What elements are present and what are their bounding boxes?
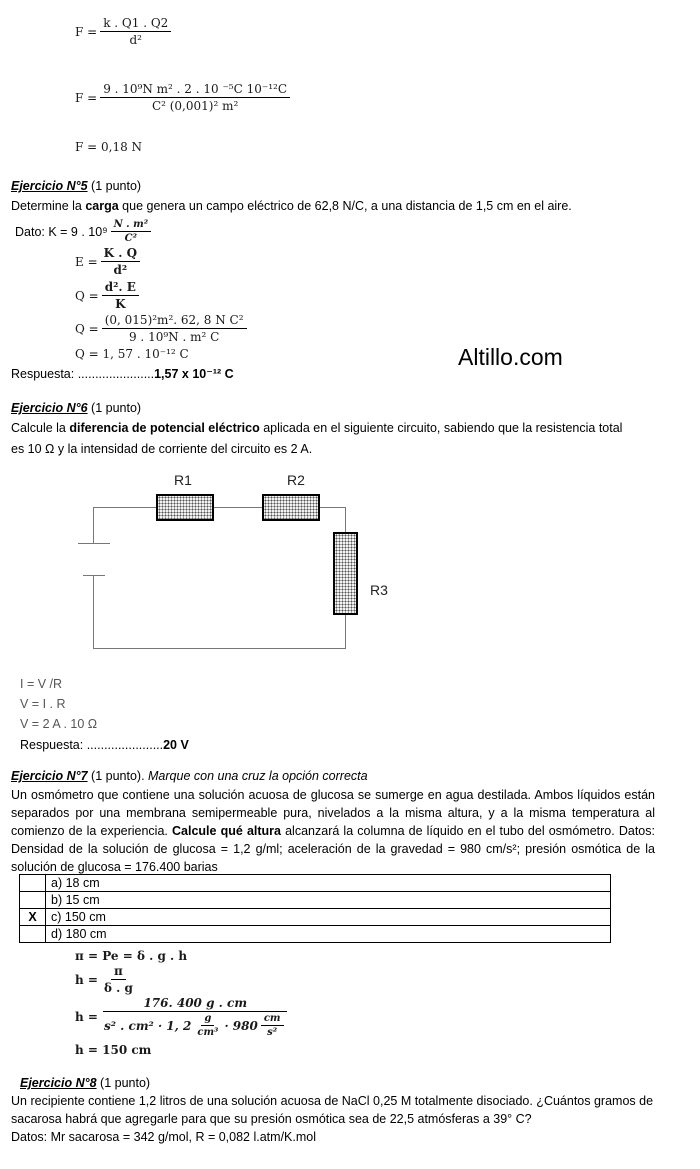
option-row[interactable] <box>20 926 611 943</box>
formula-fraction: $\frac{\text{(0, 015)²m². 62, 8 N C²}}{\text{9 . 10⁹N . m² C}}$ <box>102 313 247 344</box>
option-mark-cell[interactable]: X <box>20 909 46 926</box>
option-label: c) 150 cm <box>46 909 611 926</box>
exercise-8-line-1: Un recipiente contiene 1,2 litros de una solución acuosa de NaCl 0,25 M totalmente disociado. ¿Cuántos gramos de <box>11 1094 654 1108</box>
option-mark-cell[interactable] <box>20 926 46 943</box>
exercise-8-line-2: sacarosa habrá que agregarle para que su presión osmótica sea de 22,5 atmósferas a 39° C? <box>11 1112 532 1126</box>
watermark-logo: Altillo.com <box>458 344 563 370</box>
formula-q-result: Q = 1, 57 . 10⁻¹² C <box>75 347 189 361</box>
exercise-5-dato: Dato: K = 9 . 10⁹ $\frac{\text{N . m²}}{\text{C²}}$ <box>15 219 154 244</box>
option-mark-cell[interactable] <box>20 892 46 909</box>
formula-q-solve: Q = $\frac{\text{d². E}}{K}$ <box>75 280 142 311</box>
exercise-6-statement-line2: es 10 Ω y la intensidad de corriente del circuito es 2 A. <box>11 442 313 456</box>
formula-substitution: F = $\frac{\text{9 . 10⁹N m² . 2 . 10 ⁻⁵C 10⁻¹²C}}{\text{C² (0,001)² m²}}$ <box>75 82 293 113</box>
wire-bottom <box>93 648 346 649</box>
exercise-5-answer: Respuesta: ......................1,57 x 10⁻¹² C <box>11 367 234 381</box>
formula-h-substitution: h = 176. 400 g . cm s² . cm² · 1, 2 $\frac{g}{\text{cm³}}$ · 980 $\frac{cm}{\text{s²}}$ <box>75 996 293 1038</box>
label-r1: R1 <box>174 472 192 488</box>
formula-q-substitution: Q = $\frac{\text{(0, 015)²m². 62, 8 N C²}}{\text{9 . 10⁹N . m² C}}$ <box>75 313 250 344</box>
formula-coulomb: F = $\frac{k . Q1 . Q2}{\text{d²}}$ <box>75 16 174 47</box>
exercise-8-line-3: Datos: Mr sacarosa = 342 g/mol, R = 0,082 l.atm/K.mol <box>11 1130 316 1144</box>
exercise-5-statement: Determine la carga que genera un campo eléctrico de 62,8 N/C, a una distancia de 1,5 cm en el aire. <box>11 199 572 213</box>
exercise-6-statement-line1: Calcule la diferencia de potencial eléctrico aplicada en el siguiente circuito, sabiendo que la resistencia total <box>11 421 623 435</box>
exercise-7-heading: Ejercicio N°7 (1 punto). Marque con una cruz la opción correcta <box>11 769 368 783</box>
formula-fraction: $\frac{\text{9 . 10⁹N m² . 2 . 10 ⁻⁵C 10⁻¹²C}}{\text{C² (0,001)² m²}}$ <box>100 82 290 113</box>
label-r3: R3 <box>370 582 388 598</box>
exercise-6-heading: Ejercicio N°6 (1 punto) <box>11 401 142 415</box>
option-row[interactable] <box>20 875 611 892</box>
calc-line-3: V = 2 A . 10 Ω <box>20 717 98 731</box>
formula-fraction: 176. 400 g . cm s² . cm² · 1, 2 $\frac{g}{\text{cm³}}$ · 980 $\frac{cm}{\text{s²}}$ <box>101 996 290 1038</box>
battery-plate-short <box>83 575 105 576</box>
option-label: d) 180 cm <box>46 926 611 943</box>
battery-plate-long <box>78 543 110 544</box>
units-fraction: $\frac{\text{N . m²}}{\text{C²}}$ <box>111 219 152 244</box>
option-label: b) 15 cm <box>46 892 611 909</box>
formula-e-field: E = $\frac{K . Q}{\text{d²}}$ <box>75 246 143 277</box>
exercise-7-statement: Un osmómetro que contiene una solución acuosa de glucosa se sumerge en agua destilada. Ambos líquidos están separados por una membrana semipermeable pura, nivelados a la misma altura, y a la misma temperatura al comienzo de la experiencia. Calcule qué altura alcanzará la columna de líquido en el tubo del osmómetro. Datos: Densidad de la solución de glucosa = 1,2 g/ml; aceleración de la gravedad = 980 cm/s²; presión osmótica de la solución de glucosa = 176.400 barias <box>11 788 655 874</box>
option-mark-cell[interactable] <box>20 875 46 892</box>
calc-line-1: I = V /R <box>20 677 63 691</box>
options-table <box>19 874 611 943</box>
formula-fraction: $\frac{cm}{\text{s²}}$ <box>261 1013 284 1038</box>
formula-fraction: $\frac{g}{\text{cm³}}$ <box>197 1013 219 1038</box>
exercise-5-heading: Ejercicio N°5 (1 punto) <box>11 179 142 193</box>
formula-fraction: $\frac{k . Q1 . Q2}{\text{d²}}$ <box>100 16 171 47</box>
exercise-6-answer: Respuesta: ......................20 V <box>20 738 189 752</box>
formula-h-result: h = 150 cm <box>75 1043 152 1057</box>
formula-h-solve: h = $\frac{\pi}{\delta . g}$ <box>75 964 139 995</box>
resistor-r3 <box>333 532 358 615</box>
wire-left-upper <box>93 507 94 543</box>
formula-fraction: $\frac{\pi}{\delta . g}$ <box>103 964 133 995</box>
formula-result: F = 0,18 N <box>75 140 143 154</box>
exercise-8-heading: Ejercicio N°8 (1 punto) <box>20 1076 151 1090</box>
option-label: a) 18 cm <box>46 875 611 892</box>
option-row[interactable] <box>20 909 611 926</box>
formula-fraction: $\frac{K . Q}{\text{d²}}$ <box>101 246 140 277</box>
formula-pressure: π = Pe = δ . g . h <box>75 949 188 963</box>
resistor-r1 <box>156 494 214 521</box>
resistor-r2 <box>262 494 320 521</box>
calc-line-2: V = I . R <box>20 697 66 711</box>
formula-fraction: $\frac{\text{d². E}}{K}$ <box>102 280 139 311</box>
label-r2: R2 <box>287 472 305 488</box>
option-row[interactable] <box>20 892 611 909</box>
wire-left-lower <box>93 576 94 649</box>
